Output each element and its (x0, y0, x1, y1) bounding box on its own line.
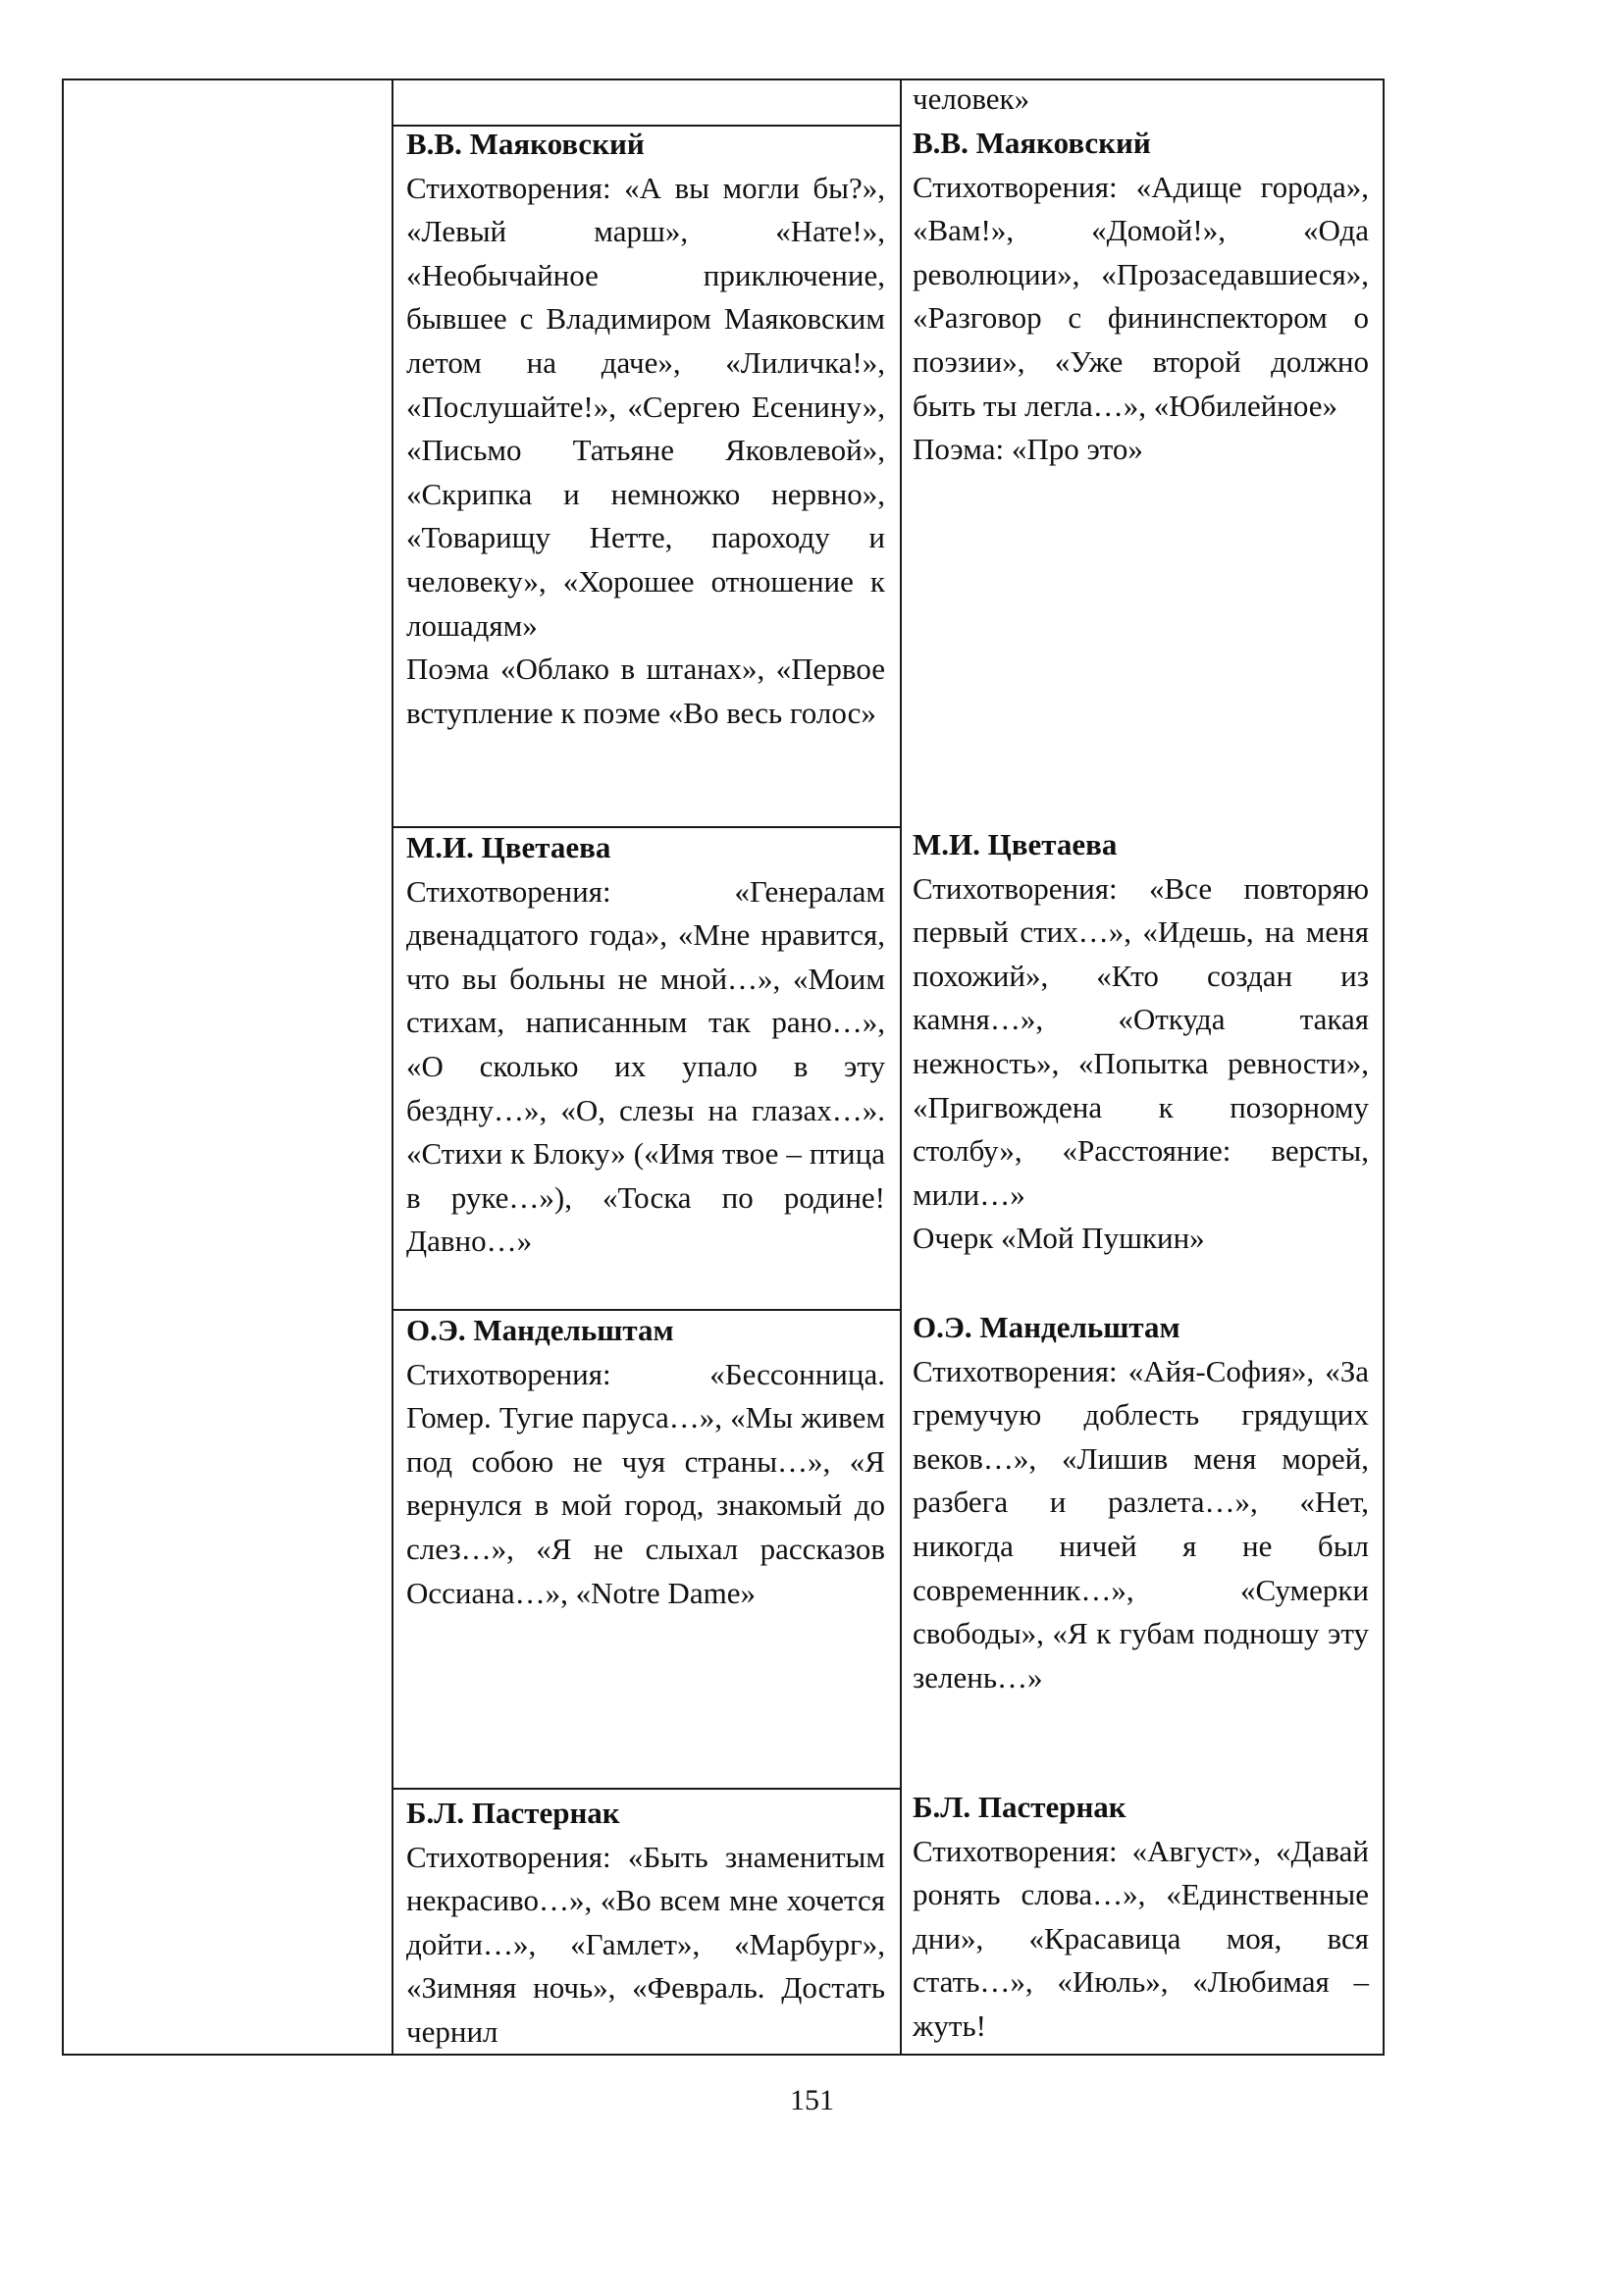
author-heading: В.В. Маяковский (406, 127, 645, 161)
works-text: Стихотворения: «Август», «Давай ронять слова…», «Единственные дни», «Красавица моя, вся стать…», «Июль», «Любимая – жуть! (913, 1833, 1369, 2043)
row-divider (392, 1788, 902, 1790)
works-text: Поэма: «Про это» (913, 432, 1143, 467)
works-text: Поэма «Облако в штанах», «Первое вступление к поэме «Во весь голос» (406, 652, 885, 730)
author-heading: В.В. Маяковский (913, 126, 1151, 160)
carry-over-text: человек» (913, 81, 1030, 116)
table-cell (913, 122, 1369, 472)
works-text: Стихотворения: «Быть знаменитым некрасиво…», «Во всем мне хочется дойти…», «Гамлет», «Марбург», «Зимняя ночь», «Февраль. Достать чернил (406, 1839, 885, 2049)
table-right-border (1383, 78, 1385, 2056)
column-divider-1 (392, 78, 393, 2056)
carry-over-cell (913, 78, 1374, 122)
author-heading: О.Э. Мандельштам (406, 1313, 674, 1347)
table-cell (913, 1306, 1369, 1699)
column-divider-2 (900, 78, 902, 2056)
author-heading: Б.Л. Пастернак (406, 1796, 620, 1830)
author-heading: Б.Л. Пастернак (913, 1790, 1126, 1824)
works-text: Стихотворения: «А вы могли бы?», «Левый марш», «Нате!», «Необычайное приключение, бывшее с Владимиром Маяковским летом на даче», «Лиличка!», «Послушайте!», «Сергею Есенину», «Письмо Татьяне Яковлевой», «Скрипка и немножко нервно», «Товарищу Нетте, пароходу и человеку», «Хорошее отношение к лошадям» (406, 170, 885, 643)
author-heading: М.И. Цветаева (406, 830, 611, 864)
author-heading: О.Э. Мандельштам (913, 1310, 1180, 1344)
table-cell (406, 1792, 885, 2055)
works-text: Очерк «Мой Пушкин» (913, 1221, 1205, 1256)
works-text: Стихотворения: «Все повторяю первый стих…», «Идешь, на меня похожий», «Кто создан из камня…», «Откуда такая нежность», «Попытка ревности», «Пригвождена к позорному столбу», «Расстояние: версты, мили…» (913, 870, 1369, 1212)
author-heading: М.И. Цветаева (913, 827, 1118, 861)
works-text: Стихотворения: «Бессонница. Гомер. Тугие паруса…», «Мы живем под собою не чуя страны…», «Я вернулся в мой город, знакомый до слез…», «Я не слыхал рассказов Оссиана…», «Notre Dame» (406, 1356, 885, 1610)
works-text: Стихотворения: «Айя-София», «За гремучую доблесть грядущих веков…», «Лишив меня морей, разбега и разлета…», «Нет, никогда ничей я не был современник…», «Сумерки свободы», «Я к губам подношу эту зелень…» (913, 1353, 1369, 1695)
table-cell (913, 1786, 1369, 2049)
table-cell (406, 826, 885, 1264)
table-cell (913, 823, 1369, 1261)
table-left-border (62, 78, 64, 2056)
page-number: 151 (790, 2084, 834, 2116)
table-cell (406, 1309, 885, 1615)
table-cell (406, 123, 885, 735)
works-text: Стихотворения: «Адище города», «Вам!», «Домой!», «Ода революции», «Прозаседавшиеся», «Разговор с фининспектором о поэзии», «Уже второй должно быть ты легла…», «Юбилейное» (913, 169, 1369, 423)
works-text: Стихотворения: «Генералам двенадцатого года», «Мне нравится, что вы больны не мной…», «Моим стихам, написанным так рано…», «О сколько их упало в эту бездну…», «О, слезы на глазах…». «Стихи к Блоку» («Имя твое – птица в руке…»), «Тоска по родине! Давно…» (406, 873, 885, 1259)
